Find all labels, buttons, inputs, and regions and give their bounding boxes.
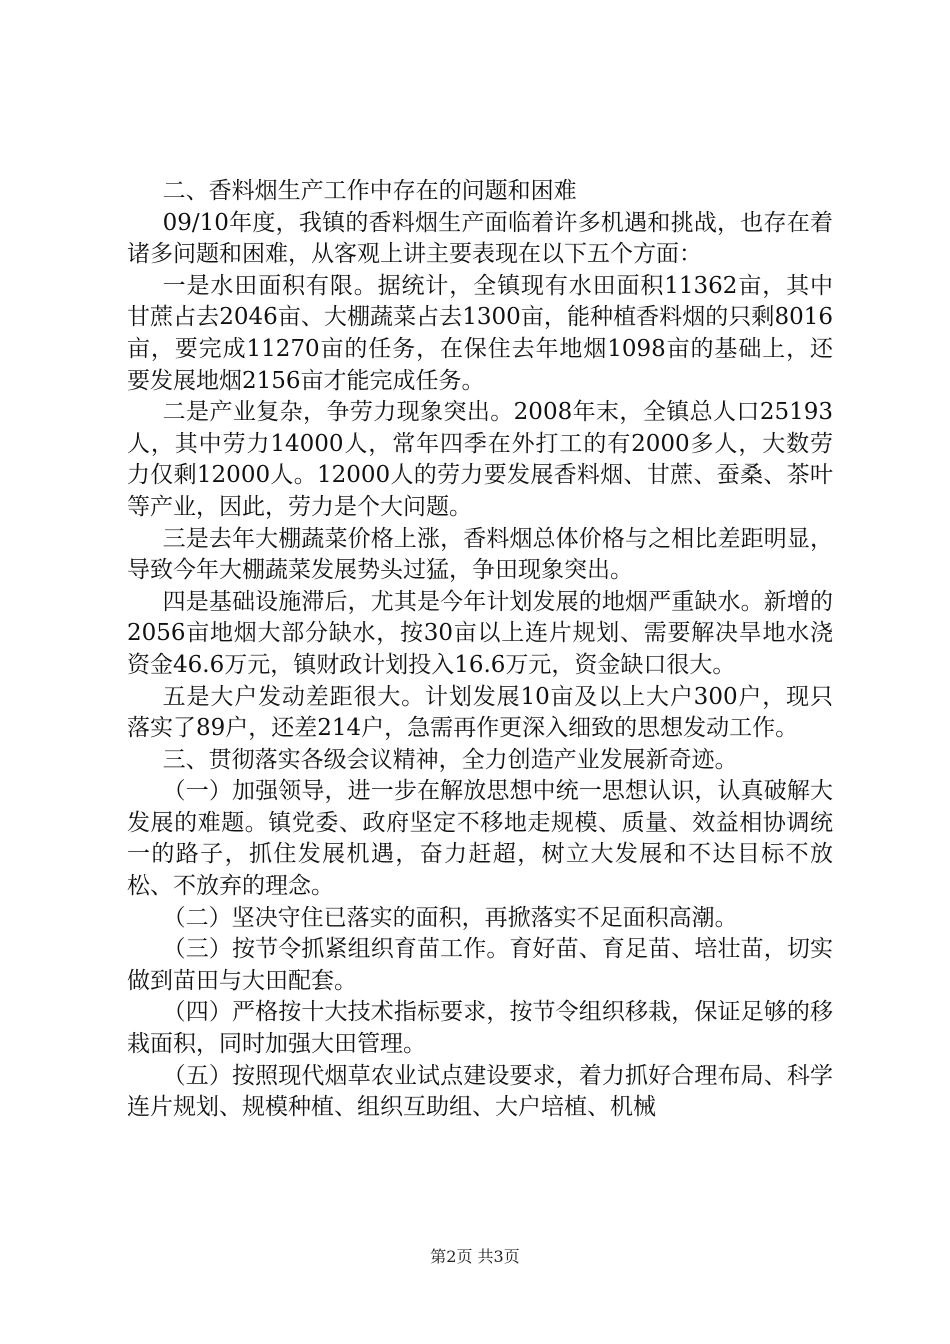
- paragraph-point-3: 三是去年大棚蔬菜价格上涨，香料烟总体价格与之相比差距明显，导致今年大棚蔬菜发展势头过猛，争田现象突出。: [127, 525, 833, 584]
- paragraph-point-4: 四是基础设施滞后，尤其是今年计划发展的地烟严重缺水。新增的2056亩地烟大部分缺水，按30亩以上连片规划、需要解决旱地水浇资金46.6万元，镇财政计划投入16.6万元，资金缺口很大。: [127, 588, 833, 678]
- paragraph-measure-5: （五）按照现代烟草农业试点建设要求，着力抓好合理布局、科学连片规划、规模种植、组织互助组、大户培植、机械: [127, 1062, 833, 1121]
- section-heading-problems: 二、香料烟生产工作中存在的问题和困难: [162, 178, 577, 204]
- paragraph-point-5: 五是大户发动差距很大。计划发展10亩及以上大户300户，现只落实了89户，还差214户，急需再作更深入细致的思想发动工作。: [127, 683, 833, 742]
- section-heading-implementation: 三、贯彻落实各级会议精神，全力创造产业发展新奇迹。: [162, 746, 738, 773]
- page-number-footer: 第2页 共3页: [430, 1247, 520, 1266]
- paragraph-measure-4: （四）严格按十大技术指标要求，按节令组织移栽，保证足够的移栽面积，同时加强大田管理。: [127, 999, 833, 1058]
- document-body: [127, 176, 833, 1124]
- paragraph-measure-2: （二）坚决守住已落实的面积，再掀落实不足面积高潮。: [162, 904, 738, 931]
- paragraph-point-1: 一是水田面积有限。据统计，全镇现有水田面积11362亩，其中甘蔗占去2046亩、大棚蔬菜占去1300亩，能种植香料烟的只剩8016亩，要完成11270亩的任务，在保住去年地烟1098亩的基础上，还要发展地烟2156亩才能完成任务。: [127, 272, 833, 394]
- paragraph-point-2: 二是产业复杂，争劳力现象突出。2008年末，全镇总人口25193人，其中劳力14000人，常年四季在外打工的有2000多人，大数劳力仅剩12000人。12000人的劳力要发展香料烟、甘蔗、蚕桑、茶叶等产业，因此，劳力是个大问题。: [127, 399, 833, 520]
- paragraph-measure-1: （一）加强领导，进一步在解放思想中统一思想认识，认真破解大发展的难题。镇党委、政府坚定不移地走规模、质量、效益相协调统一的路子，抓住发展机遇，奋力赶超，树立大发展和不达目标不放松、不放弃的理念。: [127, 778, 833, 900]
- paragraph-measure-3: （三）按节令抓紧组织育苗工作。育好苗、育足苗、培壮苗，切实做到苗田与大田配套。: [127, 936, 833, 994]
- paragraph-intro: 09/10年度，我镇的香料烟生产面临着许多机遇和挑战，也存在着诸多问题和困难，从客观上讲主要表现在以下五个方面：: [127, 209, 833, 268]
